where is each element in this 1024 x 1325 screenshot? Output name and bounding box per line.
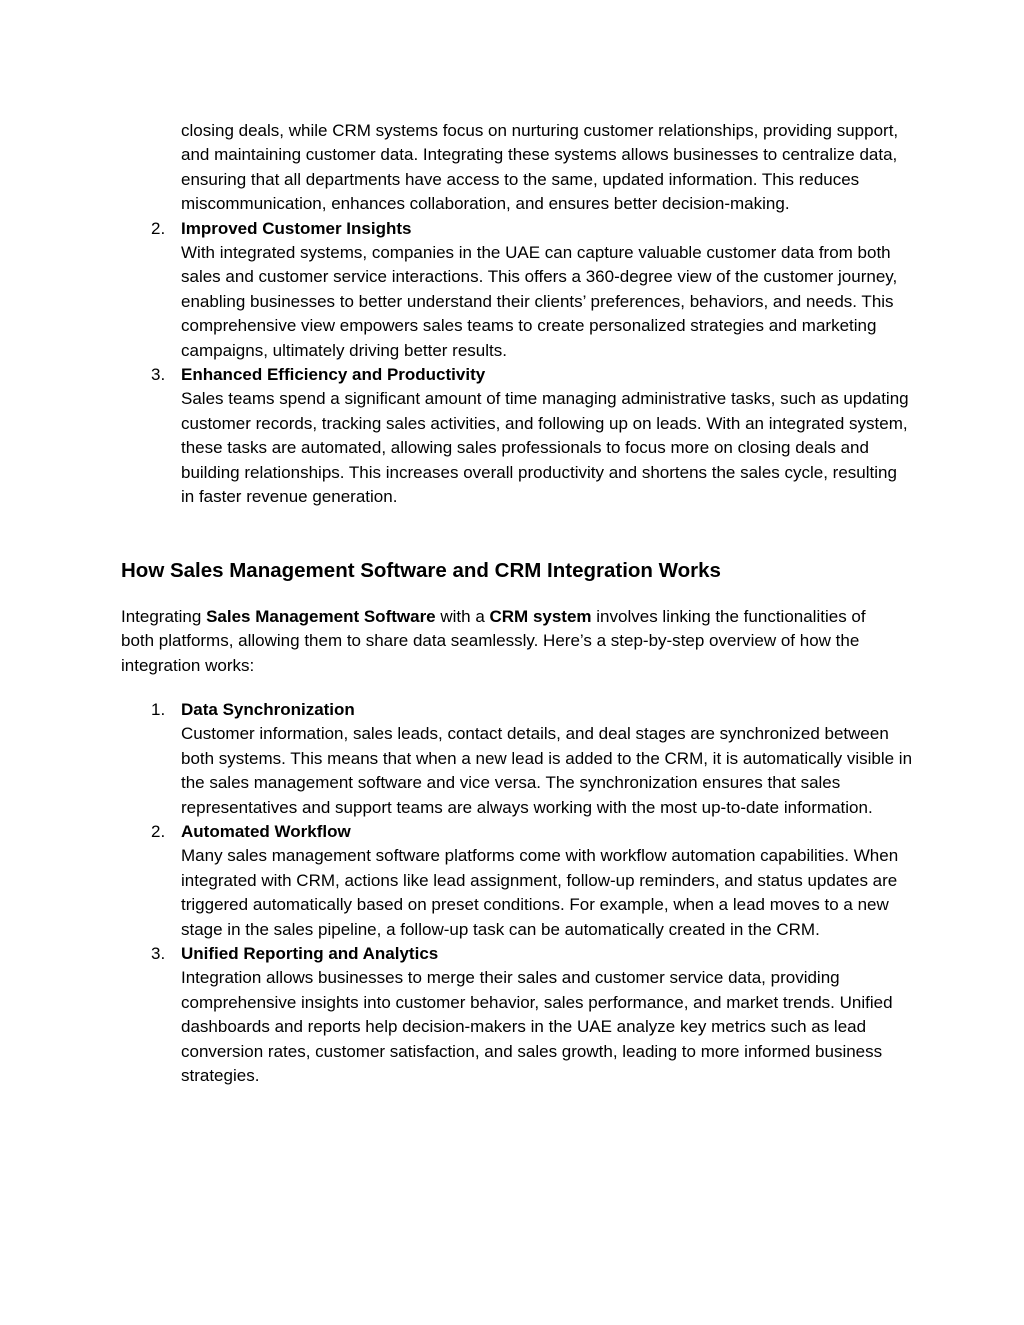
list-item-body: Sales teams spend a significant amount of time managing administrative tasks, such as updating customer records, tracking sales activities, and following up on leads. With an integrated system, these tasks are automated, allowing sales professionals to focus more on closing deals and building relationships. This increases overall productivity and shortens the sales cycle, resulting in faster revenue generation. [181, 389, 909, 507]
list-item-body: Integration allows businesses to merge their sales and customer service data, providing comprehensive insights into customer behavior, sales performance, and market trends. Unified dashboards and reports help decision-makers in the UAE analyze key metrics such as lead conversion rates, customer satisfaction, and sales growth, leading to more informed business strategies. [181, 968, 893, 1086]
list-item [121, 363, 911, 509]
list-item-body: Customer information, sales leads, contact details, and deal stages are synchronized between both systems. This means that when a new lead is added to the CRM, it is automatically visible in the sales management software and vice versa. The synchronization ensures that sales representatives and support teams are always working with the most up-to-date information. [181, 724, 913, 817]
list-item [121, 217, 911, 363]
list-item-title: Enhanced Efficiency and Productivity [181, 365, 486, 385]
list-item [121, 698, 916, 820]
benefits-list [121, 119, 911, 510]
list-item [121, 820, 916, 942]
list-item-number: 1. [151, 700, 166, 719]
intro-bold-term: CRM system [489, 607, 592, 626]
list-item-number: 3. [151, 944, 166, 964]
integration-steps-list [121, 698, 916, 1089]
list-item-continuation [121, 119, 911, 217]
intro-paragraph [121, 605, 901, 678]
list-item-body: closing deals, while CRM systems focus on nurturing customer relationships, providing support, and maintaining customer data. Integrating these systems allows businesses to centralize data, ensuring that all departments have access to the same, updated information. This reduces miscommunication, enhances collaboration, and ensures better decision-making. [181, 121, 899, 214]
list-item-number: 2. [151, 218, 166, 238]
list-item-title: Data Synchronization [181, 700, 355, 719]
intro-text: involves linking the functionalities of both platforms, allowing them to share data seamlessly. Here’s a step-by-step overview of how the integration works: [121, 607, 866, 675]
list-item-body: With integrated systems, companies in the UAE can capture valuable customer data from both sales and customer service interactions. This offers a 360-degree view of the customer journey, enabling businesses to better understand their clients’ preferences, behaviors, and needs. This comprehensive view empowers sales teams to create personalized strategies and marketing campaigns, ultimately driving better results. [181, 243, 898, 360]
list-item-body: Many sales management software platforms come with workflow automation capabilities. When integrated with CRM, actions like lead assignment, follow-up reminders, and status updates are triggered automatically based on preset conditions. For example, when a lead moves to a new stage in the sales pipeline, a follow-up task can be automatically created in the CRM. [181, 846, 899, 939]
list-item-number: 3. [151, 365, 166, 385]
list-item [121, 942, 916, 1088]
list-item-title: Automated Workflow [181, 822, 351, 842]
intro-text: Integrating [121, 607, 207, 626]
intro-bold-term: Sales Management Software [206, 607, 436, 626]
section-heading: How Sales Management Software and CRM Integration Works [121, 559, 721, 582]
intro-text: with a [435, 607, 490, 626]
list-item-number: 2. [151, 822, 166, 842]
list-item-title: Improved Customer Insights [181, 218, 412, 238]
list-item-title: Unified Reporting and Analytics [181, 944, 439, 964]
